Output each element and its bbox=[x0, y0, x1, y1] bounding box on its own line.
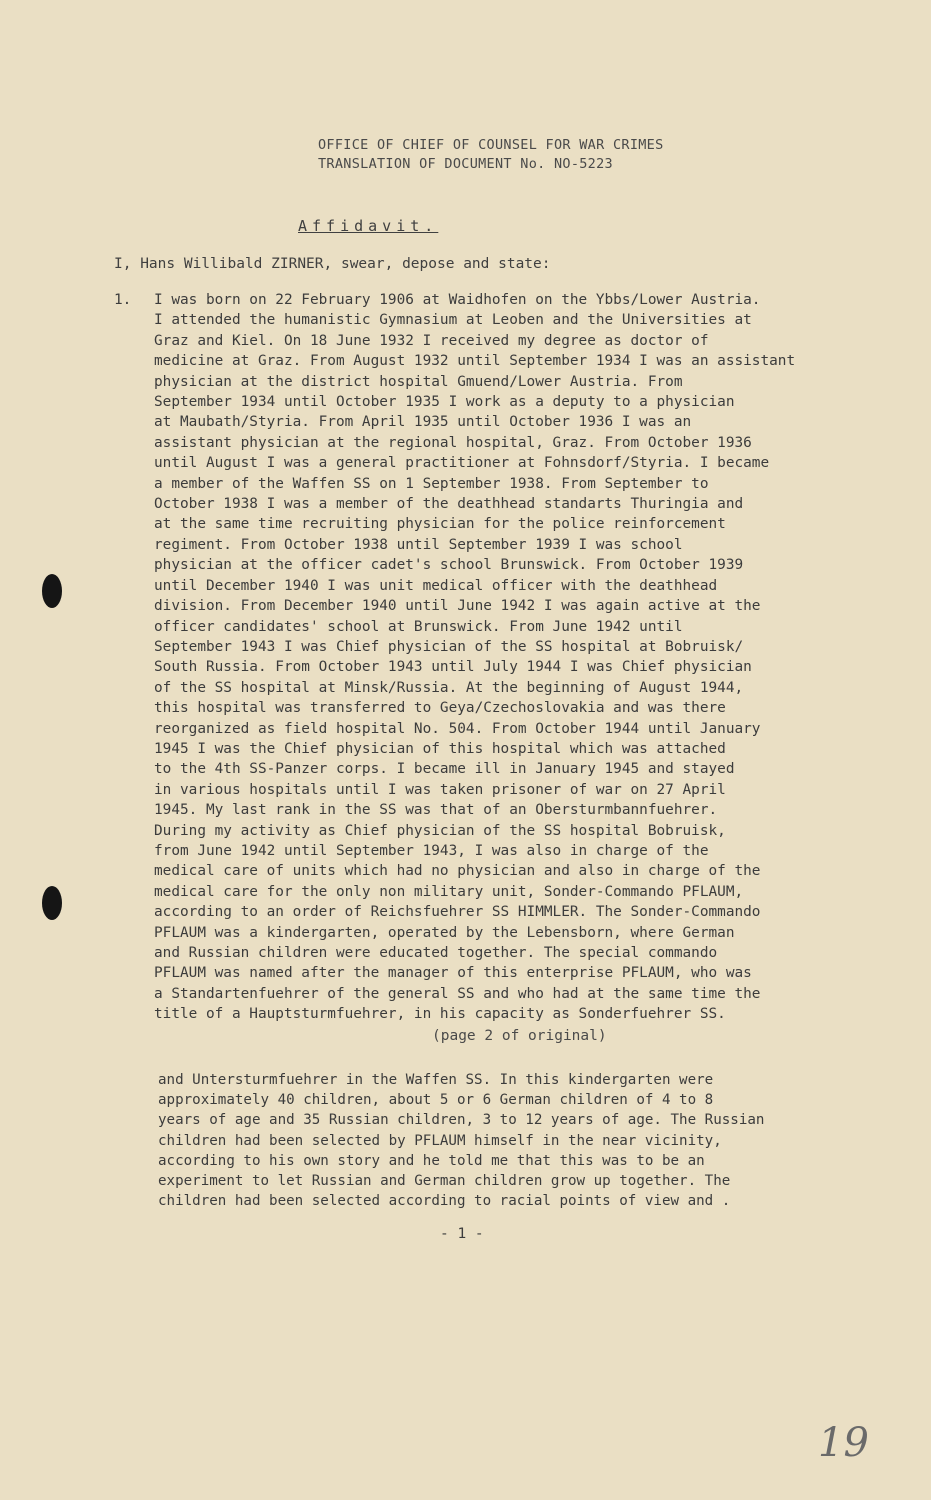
text-line: regiment. From October 1938 until September 1939 I was school bbox=[154, 536, 683, 553]
text-line: I attended the humanistic Gymnasium at Leoben and the Universities at bbox=[154, 312, 752, 329]
text-line: medicine at Graz. From August 1932 until September 1934 I was an assistant bbox=[154, 353, 796, 370]
handwritten-page-mark: 19 bbox=[818, 1420, 869, 1466]
text-line: 1945 I was the Chief physician of this hospital which was attached bbox=[154, 740, 726, 757]
text-line: September 1934 until October 1935 I work as a deputy to a physician bbox=[154, 394, 735, 411]
text-line: until December 1940 I was unit medical officer with the deathhead bbox=[154, 577, 718, 594]
header-office-line: OFFICE OF CHIEF OF COUNSEL FOR WAR CRIMES bbox=[318, 137, 664, 153]
text-line: according to an order of Reichsfuehrer SS HIMMLER. The Sonder-Commando bbox=[154, 904, 761, 921]
text-line: 1945. My last rank in the SS was that of an Obersturmbannfuehrer. bbox=[154, 802, 718, 819]
text-line: a Standartenfuehrer of the general SS and who had at the same time the bbox=[154, 985, 761, 1002]
text-line: from June 1942 until September 1943, I was also in charge of the bbox=[154, 842, 709, 859]
text-line: at the same time recruiting physician for the police reinforcement bbox=[154, 516, 726, 533]
text-line: and Untersturmfuehrer in the Waffen SS. In this kindergarten were bbox=[158, 1072, 714, 1088]
text-line: years of age and 35 Russian children, 3 to 12 years of age. The Russian bbox=[158, 1112, 765, 1129]
text-line: until August I was a general practitioner at Fohnsdorf/Styria. I became bbox=[154, 455, 770, 472]
text-line: physician at the district hospital Gmuend/Lower Austria. From bbox=[154, 373, 683, 390]
document-header bbox=[318, 136, 758, 174]
text-line: in various hospitals until I was taken prisoner of war on 27 April bbox=[154, 781, 726, 798]
text-line: division. From December 1940 until June 1942 I was again active at the bbox=[154, 598, 761, 615]
text-line: medical care of units which had no physician and also in charge of the bbox=[154, 863, 761, 880]
text-line: September 1943 I was Chief physician of the SS hospital at Bobruisk/ bbox=[154, 638, 744, 655]
text-line: according to his own story and he told me that this was to be an bbox=[158, 1152, 705, 1169]
text-line: medical care for the only non military unit, Sonder-Commando PFLAUM, bbox=[154, 883, 744, 900]
text-line: children had been selected by PFLAUM himself in the near vicinity, bbox=[158, 1132, 722, 1149]
text-line: October 1938 I was a member of the deathhead standarts Thuringia and bbox=[154, 496, 744, 513]
header-translation-line: TRANSLATION OF DOCUMENT No. NO-5223 bbox=[318, 156, 613, 172]
text-line: a member of the Waffen SS on 1 September 1938. From September to bbox=[154, 475, 709, 492]
text-line: assistant physician at the regional hospital, Graz. From October 1936 bbox=[154, 434, 752, 451]
text-line: I was born on 22 February 1906 at Waidhofen on the Ybbs/Lower Austria. bbox=[154, 292, 761, 308]
punch-hole bbox=[42, 574, 62, 608]
text-line: Graz and Kiel. On 18 June 1932 I received my degree as doctor of bbox=[154, 332, 709, 349]
continuation-paragraph bbox=[158, 1070, 858, 1211]
text-line: PFLAUM was a kindergarten, operated by the Lebensborn, where German bbox=[154, 924, 735, 941]
text-line: to the 4th SS-Panzer corps. I became ill in January 1945 and stayed bbox=[154, 761, 735, 778]
punch-hole bbox=[42, 886, 62, 920]
text-line: of the SS hospital at Minsk/Russia. At the beginning of August 1944, bbox=[154, 679, 744, 696]
intro-statement: I, Hans Willibald ZIRNER, swear, depose and state: bbox=[114, 256, 551, 272]
text-line: this hospital was transferred to Geya/Czechoslovakia and was there bbox=[154, 700, 726, 717]
text-line: and Russian children were educated together. The special commando bbox=[154, 945, 718, 961]
text-line: physician at the officer cadet's school Brunswick. From October 1939 bbox=[154, 557, 744, 574]
text-line: approximately 40 children, about 5 or 6 German children of 4 to 8 bbox=[158, 1092, 714, 1109]
page-number: - 1 - bbox=[440, 1226, 484, 1242]
text-line: title of a Hauptsturmfuehrer, in his capacity as Sonderfuehrer SS. bbox=[154, 1006, 726, 1023]
paragraph-1 bbox=[114, 290, 854, 1025]
document-title: Affidavit. bbox=[298, 217, 439, 235]
text-line: at Maubath/Styria. From April 1935 until October 1936 I was an bbox=[154, 414, 692, 431]
paragraph-body bbox=[154, 290, 854, 1025]
paragraph-number: 1. bbox=[114, 292, 132, 308]
text-line: During my activity as Chief physician of the SS hospital Bobruisk, bbox=[154, 822, 726, 839]
text-line: officer candidates' school at Brunswick. From June 1942 until bbox=[154, 618, 683, 635]
text-line: reorganized as field hospital No. 504. From October 1944 until January bbox=[154, 720, 761, 737]
text-line: PFLAUM was named after the manager of this enterprise PFLAUM, who was bbox=[154, 965, 752, 982]
text-line: children had been selected according to racial points of view and . bbox=[158, 1193, 731, 1210]
page-note: (page 2 of original) bbox=[432, 1028, 607, 1044]
text-line: South Russia. From October 1943 until July 1944 I was Chief physician bbox=[154, 659, 752, 676]
text-line: experiment to let Russian and German children grow up together. The bbox=[158, 1173, 731, 1190]
